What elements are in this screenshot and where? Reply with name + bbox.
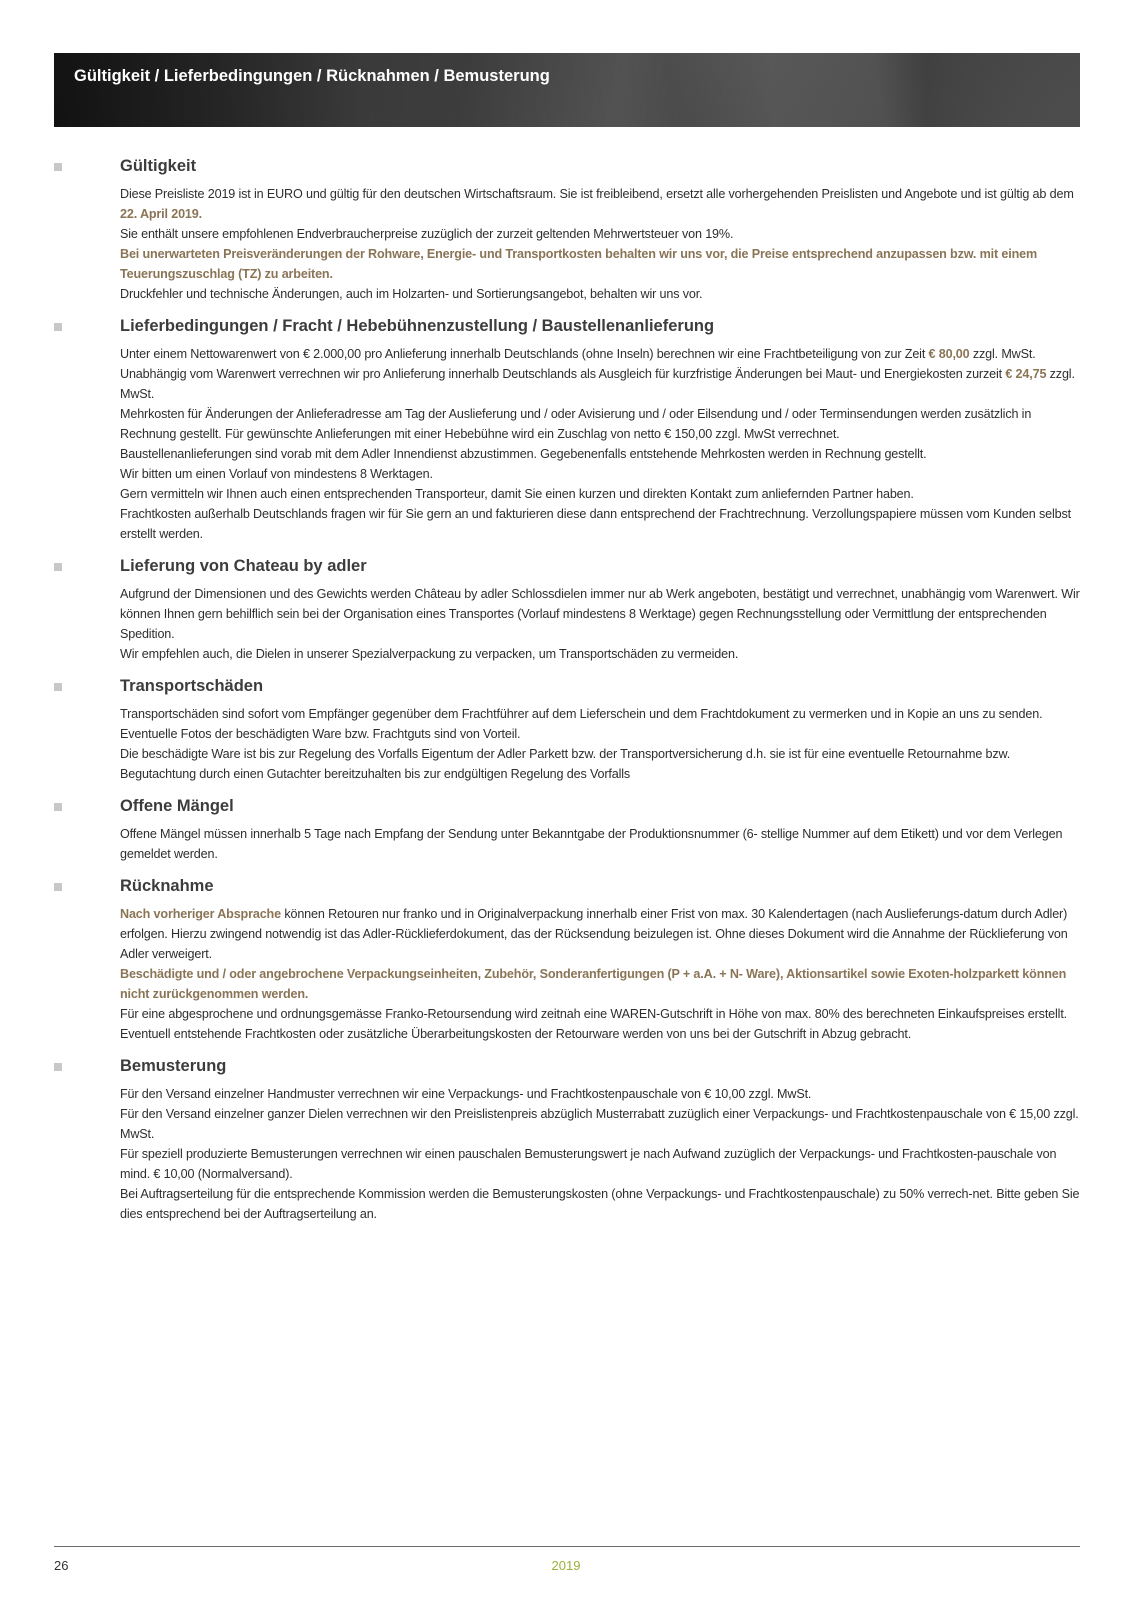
body-text: Gern vermitteln wir Ihnen auch einen entsprechenden Transporteur, damit Sie einen kurzen und direkten Kontakt zum anliefernden Partner haben. bbox=[120, 487, 914, 501]
body-text: Wir empfehlen auch, die Dielen in unserer Spezialverpackung zu verpacken, um Transportschäden zu vermeiden. bbox=[120, 647, 739, 661]
paragraph bbox=[120, 744, 1080, 784]
paragraph bbox=[120, 344, 1080, 404]
highlighted-text: Beschädigte und / oder angebrochene Verpackungseinheiten, Zubehör, Sonderanfertigungen (P + a.A. + N- Ware), Aktionsartikel sowie Exoten-holzparkett können nicht zurückgenommen werden. bbox=[120, 967, 1067, 1001]
highlighted-text: Bei unerwarteten Preisveränderungen der Rohware, Energie- und Transportkosten behalten wir uns vor, die Preise entsprechend anzupassen bzw. mit einem Teuerungszuschlag (TZ) zu arbeiten. bbox=[120, 247, 1038, 281]
body-text: Sie enthält unsere empfohlenen Endverbraucherpreise zuzüglich der zurzeit geltenden Mehrwertsteuer von 19%. bbox=[120, 227, 734, 241]
paragraph bbox=[120, 1104, 1080, 1144]
body-text: Diese Preisliste 2019 ist in EURO und gültig für den deutschen Wirtschaftsraum. Sie ist freibleibend, ersetzt alle vorhergehenden Preislisten und Angebote und ist gültig ab dem bbox=[120, 187, 1074, 201]
section bbox=[54, 157, 1080, 304]
body-text: Unter einem Nettowarenwert von € 2.000,00 pro Anlieferung innerhalb Deutschlands (ohne Inseln) berechnen wir eine Frachtbeteiligung von zur Zeit bbox=[120, 347, 929, 361]
paragraph bbox=[120, 1004, 1080, 1044]
paragraph bbox=[120, 1184, 1080, 1224]
paragraph bbox=[120, 964, 1080, 1004]
paragraph bbox=[120, 224, 1080, 244]
square-bullet-icon bbox=[54, 1063, 62, 1071]
document-body bbox=[54, 157, 1080, 1237]
body-text: Aufgrund der Dimensionen und des Gewichts werden Château by adler Schlossdielen immer nur ab Werk angeboten, bestätigt und verrechnet, unabhängig vom Warenwert. Wir können Ihnen gern behilflich sein bei der Organisation eines Transportes (Vorlauf mindestens 8 Werktage) gegen Rechnungsstellung oder Vermittlung der entsprechenden Spedition. bbox=[120, 587, 1080, 641]
body-text: zzgl. MwSt. bbox=[120, 367, 1075, 401]
square-bullet-icon bbox=[54, 323, 62, 331]
section bbox=[54, 797, 1080, 864]
body-text: Druckfehler und technische Änderungen, auch im Holzarten- und Sortierungsangebot, behalten wir uns vor. bbox=[120, 287, 703, 301]
paragraph bbox=[120, 444, 1080, 464]
paragraph bbox=[120, 644, 1080, 664]
body-text: Die beschädigte Ware ist bis zur Regelung des Vorfalls Eigentum der Adler Parkett bzw. der Transportversicherung d.h. sie ist für eine eventuelle Retournahme bzw. Begutachtung durch einen Gutachter bereitzuhalten bis zur endgültigen Regelung des Vorfalls bbox=[120, 747, 1011, 781]
page-number: 26 bbox=[54, 1558, 69, 1573]
paragraph bbox=[120, 464, 1080, 484]
body-text: Bei Auftragserteilung für die entsprechende Kommission werden die Bemusterungskosten (ohne Verpackungs- und Frachtkostenpauschale) zu 50% verrech-net. Bitte geben Sie dies entsprechend bei der Auftragserteilung an. bbox=[120, 1187, 1080, 1221]
highlighted-text: 22. April 2019. bbox=[120, 207, 202, 221]
section-heading: Gültigkeit bbox=[120, 157, 197, 175]
paragraph bbox=[120, 824, 1080, 864]
body-text: können Retouren nur franko und in Originalverpackung innerhalb einer Frist von max. 30 Kalendertagen (nach Auslieferungs-datum durch Adler) erfolgen. Hierzu zwingend notwendig ist das Adler-Rücklieferdokument, das der Rücksendung beizulegen ist. Ohne dieses Dokument wird die Annahme der Rücklieferung von Adler verweigert. bbox=[120, 907, 1068, 961]
section-heading: Transportschäden bbox=[120, 677, 264, 695]
square-bullet-icon bbox=[54, 883, 62, 891]
square-bullet-icon bbox=[54, 163, 62, 171]
body-text: Wir bitten um einen Vorlauf von mindestens 8 Werktagen. bbox=[120, 467, 433, 481]
paragraph bbox=[120, 1084, 1080, 1104]
section-heading: Rücknahme bbox=[120, 877, 214, 895]
body-text: Baustellenanlieferungen sind vorab mit dem Adler Innendienst abzustimmen. Gegebenenfalls entstehende Mehrkosten werden in Rechnung gestellt. bbox=[120, 447, 927, 461]
paragraph bbox=[120, 184, 1080, 224]
body-text: Frachtkosten außerhalb Deutschlands fragen wir für Sie gern an und fakturieren diese dann entsprechend der Frachtrechnung. Verzollungspapiere müssen vom Kunden selbst erstellt werden. bbox=[120, 507, 1071, 541]
square-bullet-icon bbox=[54, 683, 62, 691]
paragraph bbox=[120, 584, 1080, 644]
paragraph bbox=[120, 244, 1080, 284]
body-text: Offene Mängel müssen innerhalb 5 Tage nach Empfang der Sendung unter Bekanntgabe der Produktionsnummer (6- stellige Nummer auf dem Etikett) und vor dem Verlegen gemeldet werden. bbox=[120, 827, 1063, 861]
paragraph bbox=[120, 484, 1080, 504]
section-heading: Offene Mängel bbox=[120, 797, 234, 815]
footer-divider bbox=[54, 1546, 1080, 1547]
square-bullet-icon bbox=[54, 803, 62, 811]
highlighted-text: Nach vorheriger Absprache bbox=[120, 907, 281, 921]
header-banner bbox=[54, 53, 1080, 127]
section-heading: Lieferbedingungen / Fracht / Hebebühnenzustellung / Baustellenanlieferung bbox=[120, 317, 715, 335]
body-text: Für speziell produzierte Bemusterungen verrechnen wir einen pauschalen Bemusterungswert je nach Aufwand zuzüglich der Verpackungs- und Frachtkosten-pauschale von mind. € 10,00 (Normalversand). bbox=[120, 1147, 1057, 1181]
highlighted-text: € 80,00 bbox=[928, 347, 970, 361]
section bbox=[54, 317, 1080, 544]
section bbox=[54, 557, 1080, 664]
section bbox=[54, 1057, 1080, 1224]
paragraph bbox=[120, 404, 1080, 444]
body-text: zzgl. MwSt. Unabhängig vom Warenwert verrechnen wir pro Anlieferung innerhalb Deutschlands als Ausgleich für kurzfristige Änderungen bei Maut- und Energiekosten zurzeit bbox=[120, 347, 1036, 381]
body-text: Transportschäden sind sofort vom Empfänger gegenüber dem Frachtführer auf dem Lieferschein und dem Frachtdokument zu vermerken und in Kopie an uns zu senden. Eventuelle Fotos der beschädigten Ware bzw. Frachtguts sind von Vorteil. bbox=[120, 707, 1043, 741]
footer-year: 2019 bbox=[551, 1558, 581, 1573]
paragraph bbox=[120, 504, 1080, 544]
body-text: Mehrkosten für Änderungen der Anlieferadresse am Tag der Auslieferung und / oder Avisierung und / oder Eilsendung und / oder Terminsendungen werden zusätzlich in Rechnung gestellt. Für gewünschte Anlieferungen mit einer Hebebühne wird ein Zuschlag von netto € 150,00 zzgl. MwSt verrechnet. bbox=[120, 407, 1032, 441]
body-text: Für eine abgesprochene und ordnungsgemässe Franko-Retoursendung wird zeitnah eine WAREN-Gutschrift in Höhe von max. 80% des berechneten Einkaufspreises erstellt. Eventuell entstehende Frachtkosten oder zusätzliche Überarbeitungskosten der Retourware werden von uns bei der Gutschrift in Abzug gebracht. bbox=[120, 1007, 1068, 1041]
section bbox=[54, 677, 1080, 784]
paragraph bbox=[120, 904, 1080, 964]
square-bullet-icon bbox=[54, 563, 62, 571]
section-heading: Lieferung von Chateau by adler bbox=[120, 557, 367, 575]
section-heading: Bemusterung bbox=[120, 1057, 227, 1075]
paragraph bbox=[120, 284, 1080, 304]
paragraph bbox=[120, 704, 1080, 744]
body-text: Für den Versand einzelner Handmuster verrechnen wir eine Verpackungs- und Frachtkostenpauschale von € 10,00 zzgl. MwSt. bbox=[120, 1087, 812, 1101]
body-text: Für den Versand einzelner ganzer Dielen verrechnen wir den Preislistenpreis abzüglich Musterrabatt zuzüglich einer Verpackungs- und Frachtkostenpauschale von € 15,00 zzgl. MwSt. bbox=[120, 1107, 1079, 1141]
paragraph bbox=[120, 1144, 1080, 1184]
highlighted-text: € 24,75 bbox=[1005, 367, 1047, 381]
section bbox=[54, 877, 1080, 1044]
page-title: Gültigkeit / Lieferbedingungen / Rücknahmen / Bemusterung bbox=[74, 67, 550, 85]
